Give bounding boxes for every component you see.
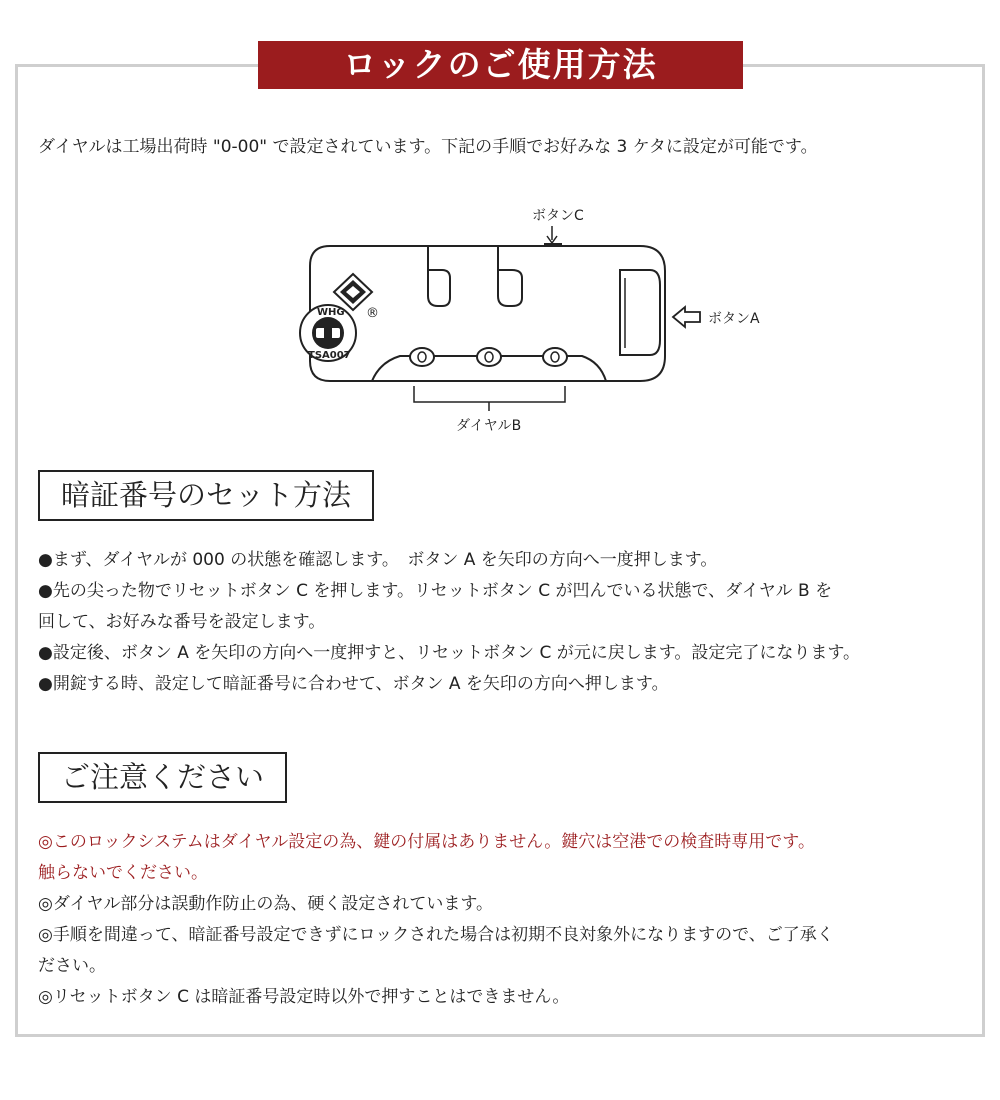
setup-line: ●まず、ダイヤルが 000 の状態を確認します。 ボタン A を矢印の方向へ一度押します。 [38, 550, 718, 570]
setup-line: ●開錠する時、設定して暗証番号に合わせて、ボタン A を矢印の方向へ押します。 [38, 674, 669, 694]
reset-button-c [544, 243, 562, 247]
notes-line: ◎ダイヤル部分は誤動作防止の為、硬く設定されています。 [38, 894, 493, 914]
notes-heading: ご注意ください [38, 752, 287, 803]
button-a [620, 270, 660, 355]
notes-line: ださい。 [38, 956, 106, 976]
dial-b-1 [410, 348, 434, 366]
tsa-badge-bottom-text: TSA007 [308, 350, 351, 361]
button-a-label: ボタンA [708, 311, 760, 327]
setup-line: ●設定後、ボタン A を矢印の方向へ一度押すと、リセットボタン C が元に戻します。設定完了になります。 [38, 643, 861, 663]
notes-warning-line: ◎このロックシステムはダイヤル設定の為、鍵の付属はありません。鍵穴は空港での検査時専用です。 [38, 832, 815, 852]
notes-line: ◎リセットボタン C は暗証番号設定時以外で押すことはできません。 [38, 987, 570, 1007]
notes-warning-line: 触らないでください。 [38, 863, 208, 883]
button-a-arrow [673, 307, 700, 327]
notes-line: ◎手順を間違って、暗証番号設定できずにロックされた場合は初期不良対象外になりますので、ご了承く [38, 925, 834, 945]
notes-list [38, 827, 834, 1013]
dial-b-3 [543, 348, 567, 366]
setup-line: 回して、お好みな番号を設定します。 [38, 612, 326, 632]
dial-b-bracket [414, 386, 565, 411]
setup-instructions [38, 545, 860, 700]
registered-mark: ® [366, 306, 379, 321]
intro-text: ダイヤルは工場出荷時 "0-00" で設定されています。下記の手順でお好みな 3 ケタに設定が可能です。 [38, 137, 818, 157]
lock-diagram [290, 200, 770, 445]
button-c-arrow [547, 226, 557, 243]
page-title: ロックのご使用方法 [258, 41, 743, 89]
dial-b-2 [477, 348, 501, 366]
dial-b-label: ダイヤルB [456, 418, 522, 434]
tsa-badge-top-text: WHG [317, 307, 345, 318]
setup-line: ●先の尖った物でリセットボタン C を押します。リセットボタン C が凹んでいる状態で、ダイヤル B を [38, 581, 833, 601]
button-c-label: ボタンC [532, 208, 584, 224]
setup-heading: 暗証番号のセット方法 [38, 470, 374, 521]
